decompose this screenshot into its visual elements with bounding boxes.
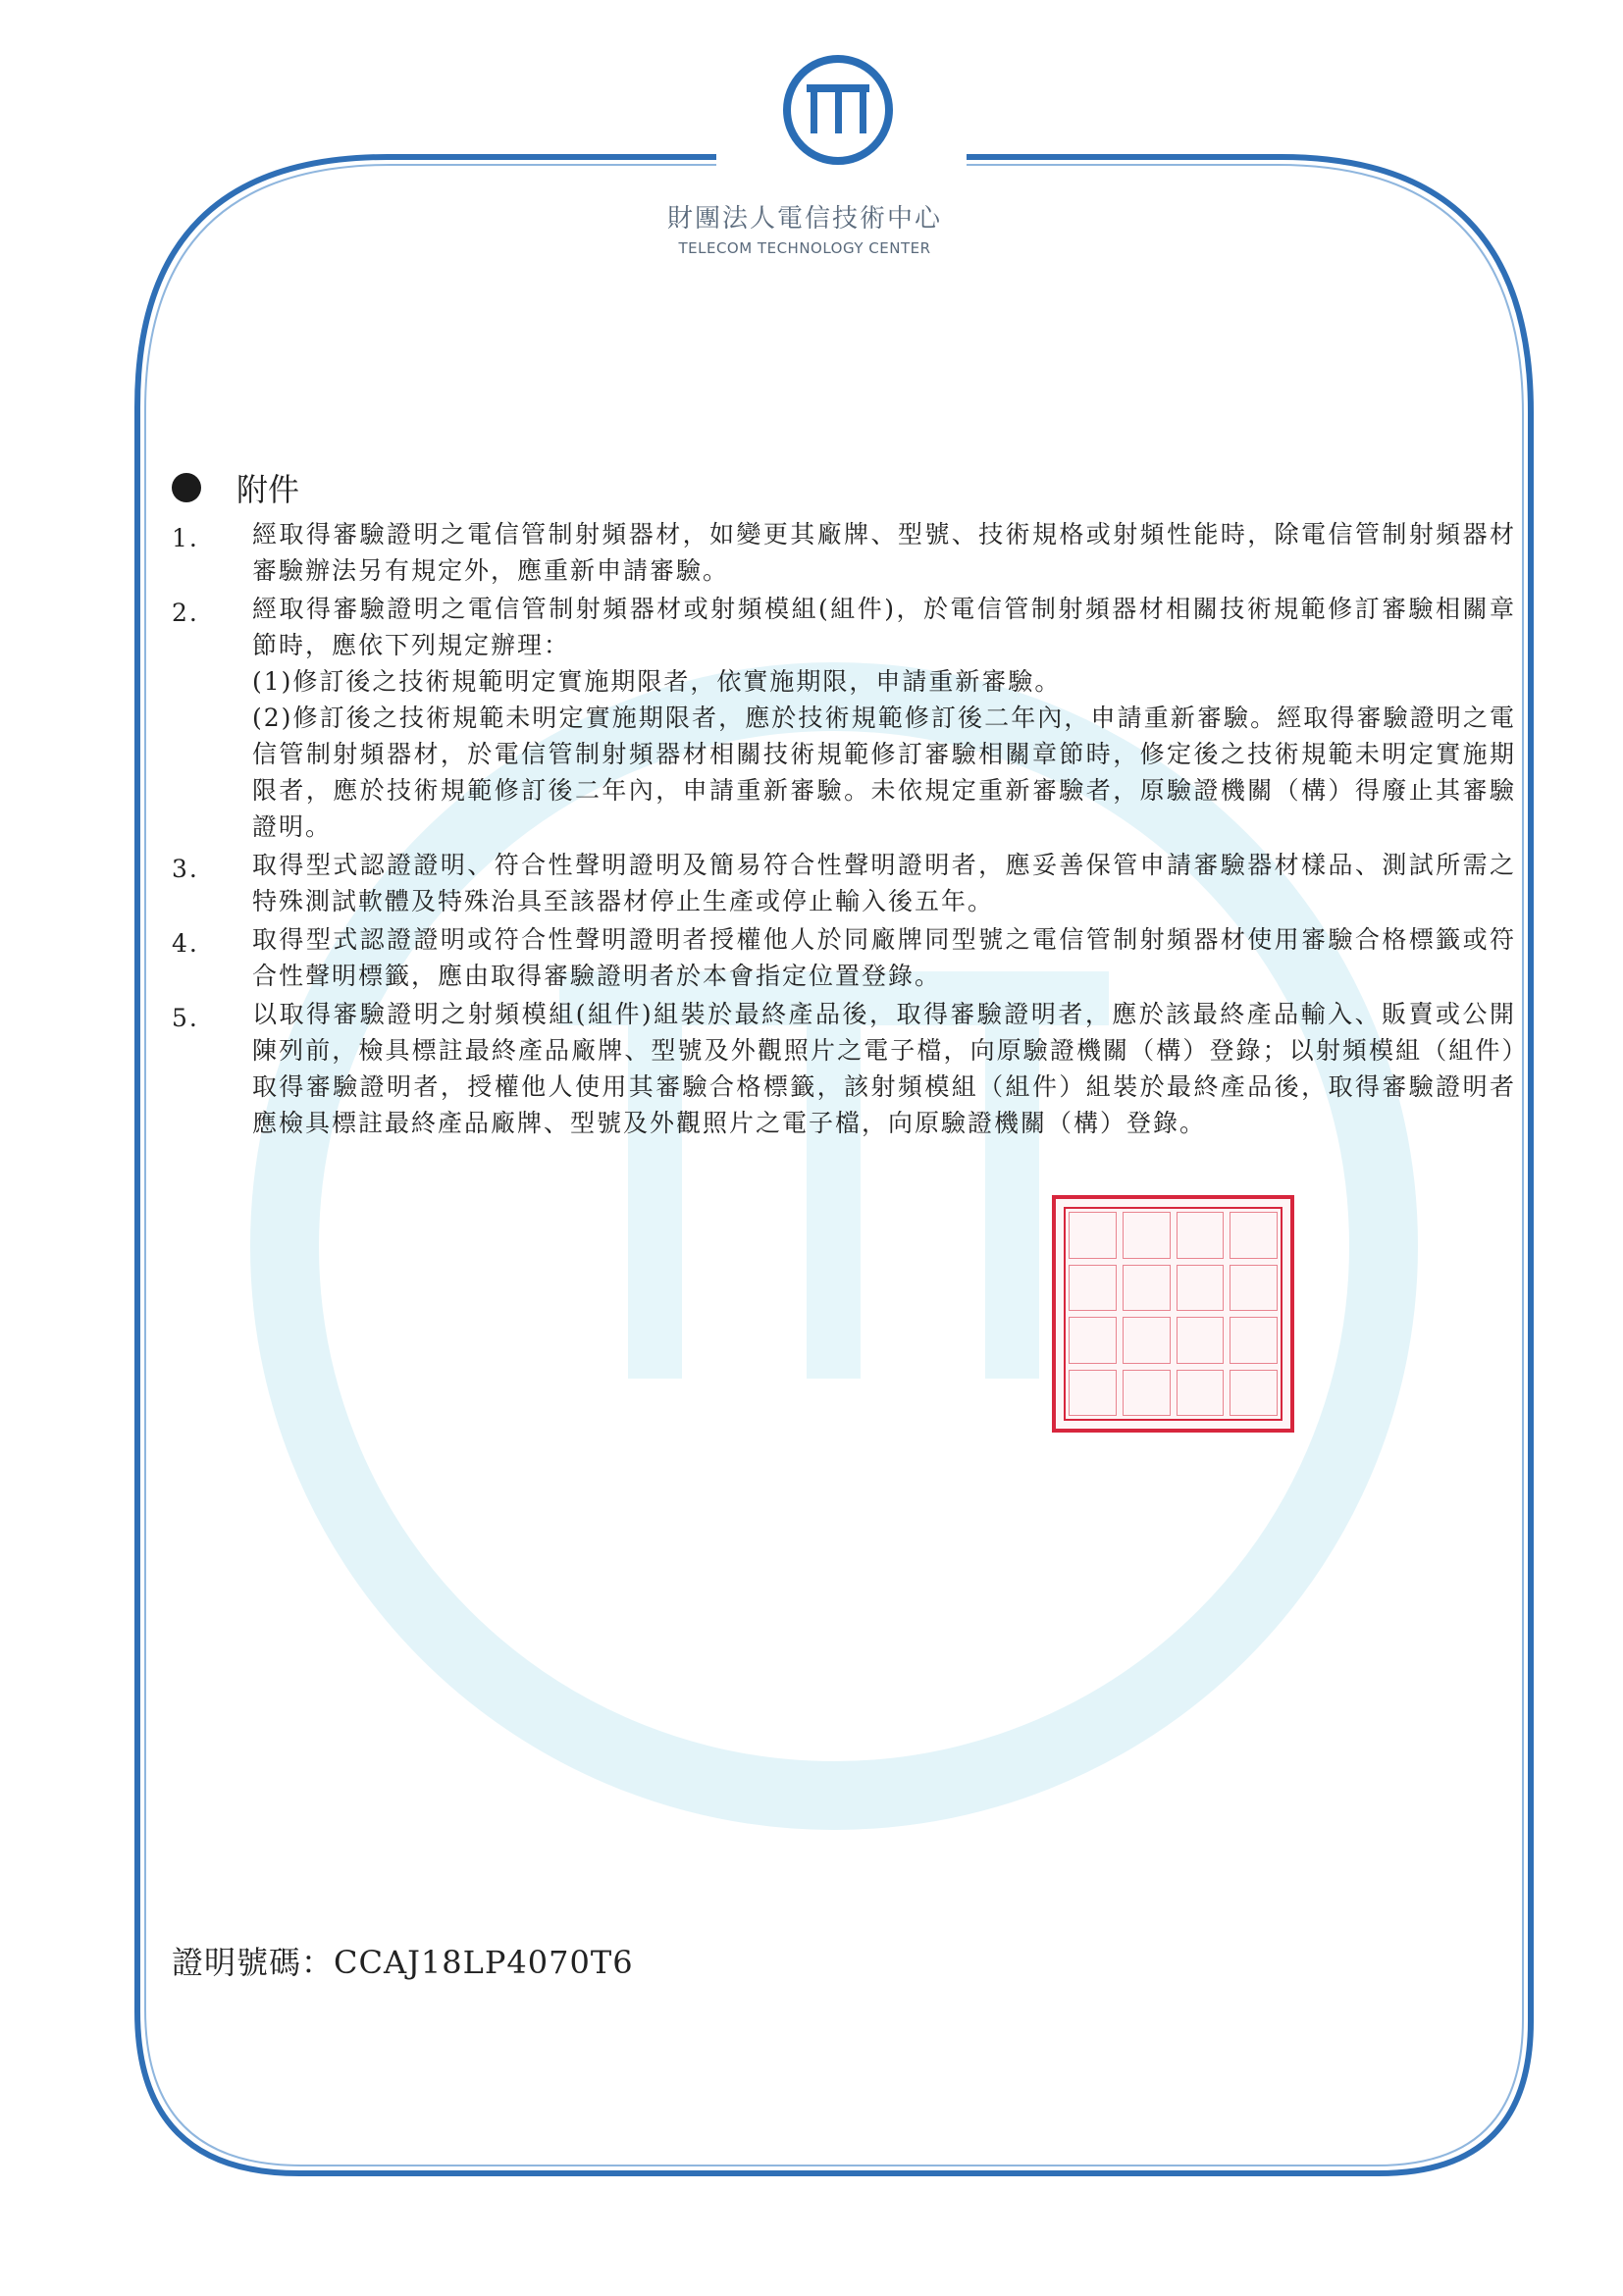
- heading-text: 附件: [236, 471, 300, 508]
- ttc-logo: [787, 59, 889, 161]
- certificate-number: 證明號碼：CCAJ18LP4070T6: [172, 1944, 634, 1981]
- official-seal: [1052, 1195, 1294, 1433]
- list-item: [172, 921, 1516, 994]
- list-item: [172, 591, 1516, 845]
- item-body: [252, 516, 1516, 589]
- list-item: [172, 847, 1516, 919]
- item-number: 2.: [172, 599, 199, 627]
- item-paragraph: 經取得審驗證明之電信管制射頻器材，如變更其廠牌、型號、技術規格或射頻性能時，除電信管制射頻器材審驗辦法另有規定外，應重新申請審驗。: [252, 520, 1516, 585]
- appendix-heading: [172, 465, 299, 510]
- item-number: 5.: [172, 1004, 199, 1032]
- item-body: [252, 996, 1516, 1141]
- org-name-en: TELECOM TECHNOLOGY CENTER: [678, 239, 931, 257]
- item-paragraph: 取得型式認證證明或符合性聲明證明者授權他人於同廠牌同型號之電信管制射頻器材使用審驗合格標籤或符合性聲明標籤，應由取得審驗證明者於本會指定位置登錄。: [252, 925, 1516, 990]
- seal-character-grid: [1064, 1207, 1283, 1421]
- item-number: 1.: [172, 524, 199, 552]
- item-number: 3.: [172, 855, 199, 883]
- item-paragraph: 取得型式認證證明、符合性聲明證明及簡易符合性聲明證明者，應妥善保管申請審驗器材樣品、測試所需之特殊測試軟體及特殊治具至該器材停止生產或停止輸入後五年。: [252, 851, 1516, 915]
- item-body: [252, 847, 1516, 919]
- org-name-zh: 財團法人電信技術中心: [666, 204, 942, 234]
- appendix-items: [172, 516, 1516, 1143]
- list-item: [172, 516, 1516, 589]
- bullet-icon: [172, 473, 201, 502]
- item-paragraph: 經取得審驗證明之電信管制射頻器材或射頻模組(組件)，於電信管制射頻器材相關技術規範修訂審驗相關章節時，應依下列規定辦理：: [252, 595, 1516, 659]
- list-item: [172, 996, 1516, 1141]
- item-body: [252, 591, 1516, 845]
- item-body: [252, 921, 1516, 994]
- item-number: 4.: [172, 929, 199, 958]
- item-paragraph: (1)修訂後之技術規範明定實施期限者，依實施期限，申請重新審驗。: [252, 667, 1062, 696]
- item-paragraph: 以取得審驗證明之射頻模組(組件)組裝於最終產品後，取得審驗證明者，應於該最終產品輸入、販賣或公開陳列前，檢具標註最終產品廠牌、型號及外觀照片之電子檔，向原驗證機關（構）登錄；以射頻模組（組件）取得審驗證明者，授權他人使用其審驗合格標籤，該射頻模組（組件）組裝於最終產品後，取得審驗證明者應檢具標註最終產品廠牌、型號及外觀照片之電子檔，向原驗證機關（構）登錄。: [252, 1000, 1516, 1137]
- item-paragraph: (2)修訂後之技術規範未明定實施期限者，應於技術規範修訂後二年內，申請重新審驗。經取得審驗證明之電信管制射頻器材，於電信管制射頻器材相關技術規範修訂審驗相關章節時，修定後之技術規範未明定實施期限者，應於技術規範修訂後二年內，申請重新審驗。未依規定重新審驗者，原驗證機關（構）得廢止其審驗證明。: [252, 704, 1516, 841]
